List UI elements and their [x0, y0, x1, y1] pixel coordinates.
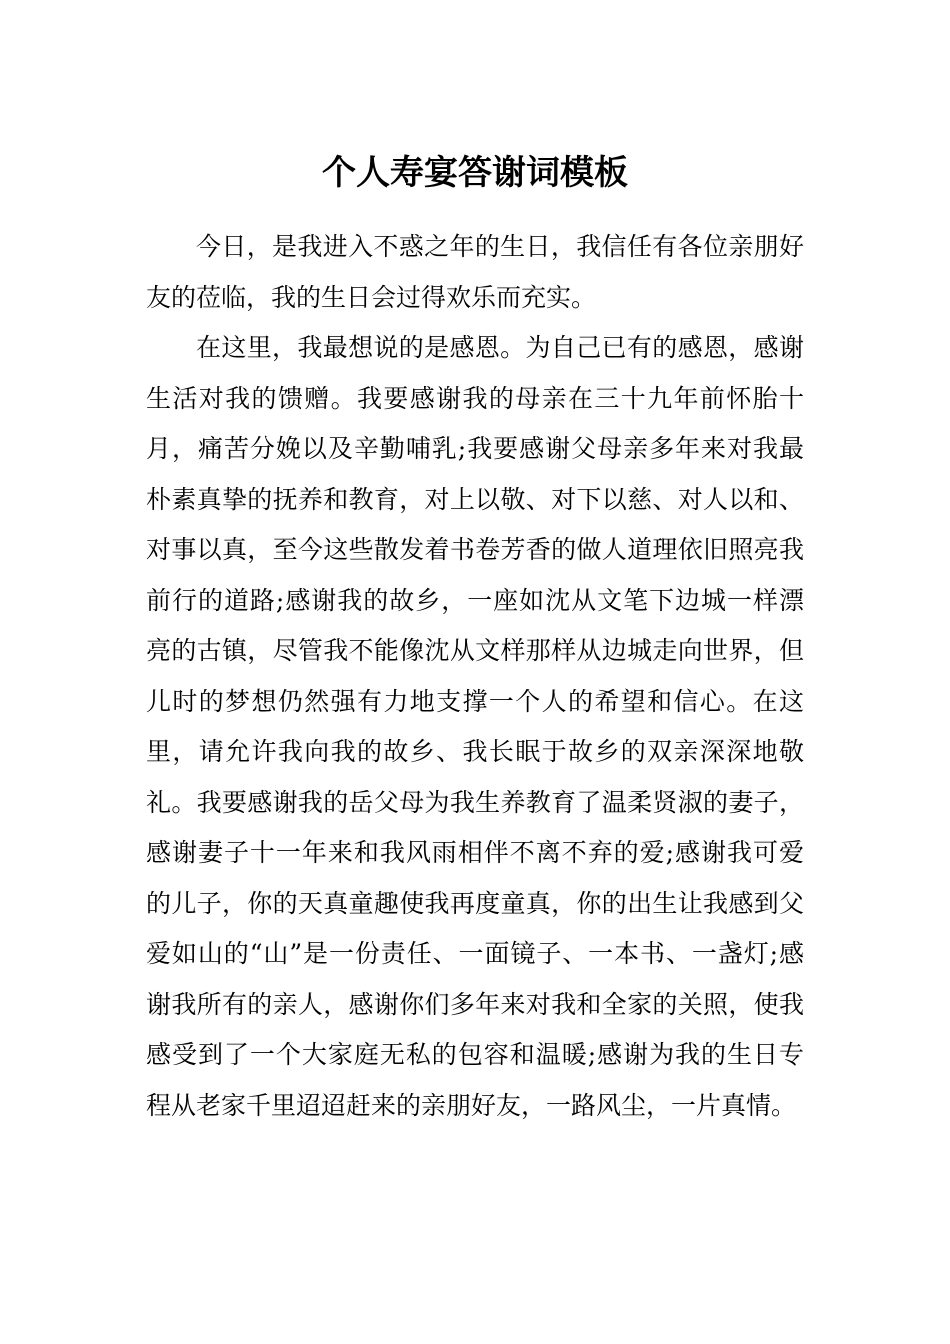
document-title: 个人寿宴答谢词模板 [322, 152, 628, 193]
paragraph-1: 今日，是我进入不惑之年的生日，我信任有各位亲朋好友的莅临，我的生日会过得欢乐而充实。 [146, 232, 804, 312]
document-body [146, 222, 804, 1131]
paragraph-2: 在这里，我最想说的是感恩。为自己已有的感恩，感谢生活对我的馈赠。我要感谢我的母亲在三十九年前怀胎十月，痛苦分娩以及辛勤哺乳;我要感谢父母亲多年来对我最朴素真挚的抚养和教育，对上以敬、对下以慈、对人以和、对事以真，至今这些散发着书卷芳香的做人道理依旧照亮我前行的道路;感谢我的故乡，一座如沈从文笔下边城一样漂亮的古镇，尽管我不能像沈从文样那样从边城走向世界，但儿时的梦想仍然强有力地支撑一个人的希望和信心。在这里，请允许我向我的故乡、我长眠于故乡的双亲深深地敬礼。我要感谢我的岳父母为我生养教育了温柔贤淑的妻子，感谢妻子十一年来和我风雨相伴不离不弃的爱;感谢我可爱的儿子，你的天真童趣使我再度童真，你的出生让我感到父爱如山的“山”是一份责任、一面镜子、一本书、一盏灯;感谢我所有的亲人，感谢你们多年来对我和全家的关照，使我感受到了一个大家庭无私的包容和温暖;感谢为我的生日专程从老家千里迢迢赶来的亲朋好友，一路风尘，一片真情。 [146, 333, 804, 1120]
